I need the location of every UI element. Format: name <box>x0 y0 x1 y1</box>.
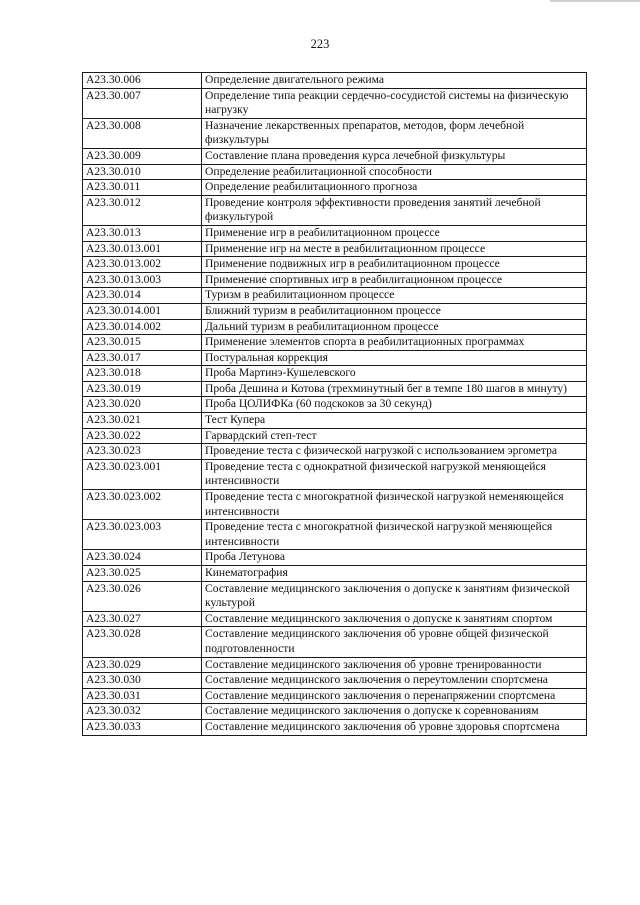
page-number: 223 <box>310 37 330 51</box>
service-name-cell: Применение игр в реабилитационном процессе <box>202 225 587 241</box>
table-row <box>83 73 587 89</box>
service-name-cell: Тест Купера <box>202 413 587 429</box>
table-row <box>83 719 587 735</box>
service-code-cell: A23.30.025 <box>83 566 202 582</box>
service-code-cell: A23.30.018 <box>83 366 202 382</box>
service-code-cell: A23.30.023.002 <box>83 490 202 520</box>
service-code-cell: A23.30.023.001 <box>83 459 202 489</box>
service-name-cell: Составление медицинского заключения о допуске к занятиям спортом <box>202 611 587 627</box>
table-row <box>83 257 587 273</box>
service-name-cell: Применение игр на месте в реабилитационном процессе <box>202 241 587 257</box>
service-name-cell: Определение реабилитационного прогноза <box>202 180 587 196</box>
service-name-cell: Проведение теста с однократной физической нагрузкой меняющейся интенсивности <box>202 459 587 489</box>
service-name-cell: Проба Дешина и Котова (трехминутный бег в темпе 180 шагов в минуту) <box>202 381 587 397</box>
table-row <box>83 627 587 657</box>
service-code-cell: A23.30.017 <box>83 350 202 366</box>
service-name-cell: Составление медицинского заключения об уровне здоровья спортсмена <box>202 719 587 735</box>
service-name-cell: Определение реабилитационной способности <box>202 164 587 180</box>
table-row <box>83 490 587 520</box>
service-name-cell: Применение элементов спорта в реабилитационных программах <box>202 335 587 351</box>
service-name-cell: Составление медицинского заключения о допуске к соревнованиям <box>202 704 587 720</box>
service-code-cell: A23.30.031 <box>83 688 202 704</box>
service-name-cell: Составление медицинского заключения о переутомлении спортсмена <box>202 673 587 689</box>
service-code-cell: A23.30.013.003 <box>83 272 202 288</box>
service-name-cell: Составление медицинского заключения об уровне тренированности <box>202 657 587 673</box>
service-name-cell: Проведение теста с многократной физической нагрузкой неменяющейся интенсивности <box>202 490 587 520</box>
service-name-cell: Ближний туризм в реабилитационном процессе <box>202 303 587 319</box>
service-code-cell: A23.30.012 <box>83 195 202 225</box>
service-code-cell: A23.30.014.002 <box>83 319 202 335</box>
table-row <box>83 335 587 351</box>
table-row <box>83 195 587 225</box>
table-row <box>83 520 587 550</box>
service-codes-table <box>82 72 587 736</box>
table-row <box>83 241 587 257</box>
table-row <box>83 459 587 489</box>
service-code-cell: A23.30.023.003 <box>83 520 202 550</box>
service-code-cell: A23.30.032 <box>83 704 202 720</box>
table-row <box>83 366 587 382</box>
table-row <box>83 288 587 304</box>
service-code-cell: A23.30.029 <box>83 657 202 673</box>
table-row <box>83 350 587 366</box>
service-code-cell: A23.30.030 <box>83 673 202 689</box>
service-code-cell: A23.30.013.001 <box>83 241 202 257</box>
service-name-cell: Проба Летунова <box>202 550 587 566</box>
table-row <box>83 611 587 627</box>
service-name-cell: Проба ЦОЛИФКа (60 подскоков за 30 секунд) <box>202 397 587 413</box>
table-row <box>83 413 587 429</box>
table-row <box>83 397 587 413</box>
service-code-cell: A23.30.027 <box>83 611 202 627</box>
service-name-cell: Проба Мартинэ-Кушелевского <box>202 366 587 382</box>
service-code-cell: A23.30.023 <box>83 444 202 460</box>
table-row <box>83 657 587 673</box>
service-code-cell: A23.30.020 <box>83 397 202 413</box>
service-code-cell: A23.30.014 <box>83 288 202 304</box>
service-name-cell: Определение двигательного режима <box>202 73 587 89</box>
service-code-cell: A23.30.019 <box>83 381 202 397</box>
service-code-cell: A23.30.007 <box>83 88 202 118</box>
service-name-cell: Туризм в реабилитационном процессе <box>202 288 587 304</box>
table-row <box>83 180 587 196</box>
table-row <box>83 303 587 319</box>
service-name-cell: Дальний туризм в реабилитационном процессе <box>202 319 587 335</box>
table-row <box>83 164 587 180</box>
table-row <box>83 118 587 148</box>
table-row <box>83 688 587 704</box>
service-code-cell: A23.30.009 <box>83 148 202 164</box>
service-name-cell: Составление медицинского заключения о допуске к занятиям физической культурой <box>202 581 587 611</box>
table-row <box>83 444 587 460</box>
service-name-cell: Определение типа реакции сердечно-сосудистой системы на физическую нагрузку <box>202 88 587 118</box>
service-code-cell: A23.30.024 <box>83 550 202 566</box>
service-name-cell: Проведение теста с физической нагрузкой с использованием эргометра <box>202 444 587 460</box>
service-code-cell: A23.30.006 <box>83 73 202 89</box>
table-row <box>83 550 587 566</box>
table-row <box>83 272 587 288</box>
service-code-cell: A23.30.013 <box>83 225 202 241</box>
service-name-cell: Составление плана проведения курса лечебной физкультуры <box>202 148 587 164</box>
table-row <box>83 148 587 164</box>
table-row <box>83 566 587 582</box>
service-code-cell: A23.30.028 <box>83 627 202 657</box>
service-name-cell: Гарвардский степ-тест <box>202 428 587 444</box>
service-name-cell: Проведение теста с многократной физической нагрузкой меняющейся интенсивности <box>202 520 587 550</box>
table-row <box>83 704 587 720</box>
service-name-cell: Применение подвижных игр в реабилитационном процессе <box>202 257 587 273</box>
table-row <box>83 225 587 241</box>
service-code-cell: A23.30.026 <box>83 581 202 611</box>
service-name-cell: Проведение контроля эффективности проведения занятий лечебной физкультурой <box>202 195 587 225</box>
service-name-cell: Составление медицинского заключения об уровне общей физической подготовленности <box>202 627 587 657</box>
table-row <box>83 319 587 335</box>
service-name-cell: Применение спортивных игр в реабилитационном процессе <box>202 272 587 288</box>
service-code-cell: A23.30.010 <box>83 164 202 180</box>
service-code-cell: A23.30.008 <box>83 118 202 148</box>
table-row <box>83 581 587 611</box>
table-row <box>83 428 587 444</box>
service-code-cell: A23.30.021 <box>83 413 202 429</box>
service-name-cell: Назначение лекарственных препаратов, методов, форм лечебной физкультуры <box>202 118 587 148</box>
table-row <box>83 381 587 397</box>
table-row <box>83 673 587 689</box>
service-code-cell: A23.30.033 <box>83 719 202 735</box>
service-code-cell: A23.30.022 <box>83 428 202 444</box>
table-body <box>83 73 587 736</box>
table-row <box>83 88 587 118</box>
service-code-cell: A23.30.011 <box>83 180 202 196</box>
service-code-cell: A23.30.013.002 <box>83 257 202 273</box>
service-code-cell: A23.30.014.001 <box>83 303 202 319</box>
service-name-cell: Кинематография <box>202 566 587 582</box>
service-code-cell: A23.30.015 <box>83 335 202 351</box>
service-name-cell: Составление медицинского заключения о перенапряжении спортсмена <box>202 688 587 704</box>
scan-edge-mark <box>550 0 640 2</box>
service-name-cell: Постуральная коррекция <box>202 350 587 366</box>
